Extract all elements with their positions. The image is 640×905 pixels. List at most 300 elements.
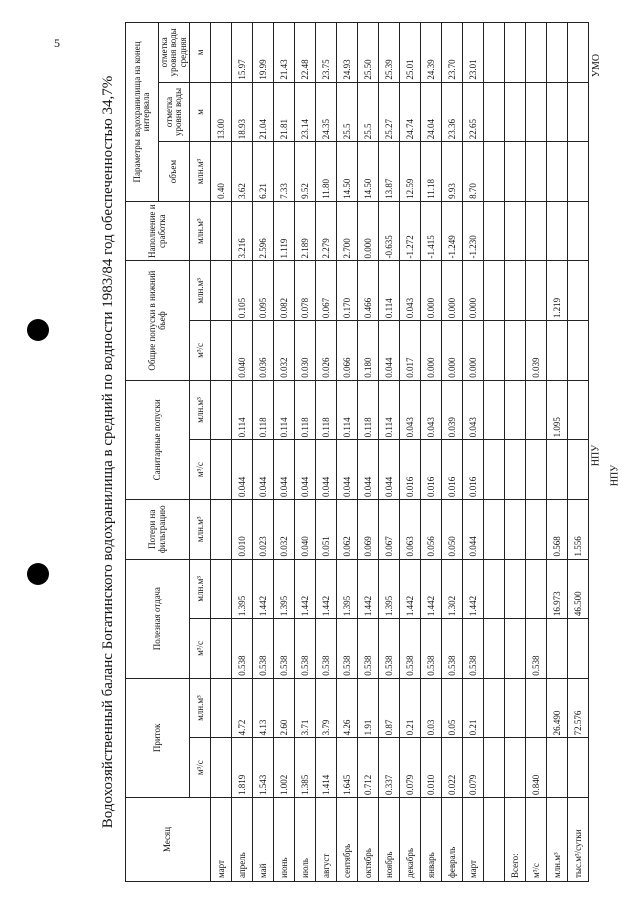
table-cell: 0.017 (400, 321, 421, 381)
table-cell: 1.543 (253, 738, 274, 798)
table-cell (505, 261, 526, 321)
table-cell (484, 23, 505, 83)
table-cell: 23.75 (316, 23, 337, 83)
table-row (400, 23, 421, 882)
table-cell (211, 619, 232, 679)
table-cell (211, 678, 232, 738)
side-note-npu: НПУ (590, 444, 602, 467)
table-cell: 1.095 (547, 380, 568, 440)
row-label: июль (295, 798, 316, 882)
table-cell (211, 321, 232, 381)
row-label: январь (421, 798, 442, 882)
table-cell: 0.044 (379, 440, 400, 500)
table-cell: 0.538 (274, 619, 295, 679)
table-cell: 11.18 (421, 142, 442, 202)
table-cell: 0.712 (358, 738, 379, 798)
table-cell: 15.97 (232, 23, 253, 83)
table-cell (547, 321, 568, 381)
row-label: май (253, 798, 274, 882)
row-label: октябрь (358, 798, 379, 882)
table-cell (526, 380, 547, 440)
row-label: июнь (274, 798, 295, 882)
table-cell: 1.395 (379, 559, 400, 619)
table-cell (505, 201, 526, 261)
table-cell: 24.74 (400, 82, 421, 142)
table-cell: 0.044 (295, 440, 316, 500)
row-label: Всего: (505, 798, 526, 882)
table-cell: 21.81 (274, 82, 295, 142)
table-cell: 0.114 (232, 380, 253, 440)
table-row (358, 23, 379, 882)
table-cell: 0.538 (526, 619, 547, 679)
table-cell: 0.067 (379, 499, 400, 559)
table-cell: 0.040 (295, 499, 316, 559)
header-useful-output: Полезная отдача (126, 559, 190, 678)
table-cell: 1.219 (547, 261, 568, 321)
table-cell: 0.022 (442, 738, 463, 798)
table-cell: 0.170 (337, 261, 358, 321)
unit: млн.м³ (190, 380, 211, 440)
document-title: Водохозяйственный баланс Богатинского водохранилища в средний по водности 1983/84 год обеспеченностью 34,7% (100, 75, 116, 829)
table-cell: 0.21 (400, 678, 421, 738)
table-cell (484, 619, 505, 679)
table-cell: 0.023 (253, 499, 274, 559)
table-cell (526, 499, 547, 559)
table-cell: 0.044 (232, 440, 253, 500)
table-cell: 0.87 (379, 678, 400, 738)
table-cell (568, 82, 589, 142)
table-cell (505, 678, 526, 738)
table-cell: 0.043 (400, 261, 421, 321)
header-fill-drawdown: Наполнение и сработка (126, 201, 190, 261)
table-cell (526, 440, 547, 500)
table-cell (568, 261, 589, 321)
row-label: ноябрь (379, 798, 400, 882)
table-cell (547, 738, 568, 798)
row-label: м³/с (526, 798, 547, 882)
table-cell: 3.79 (316, 678, 337, 738)
table-cell (547, 440, 568, 500)
table-cell: 0.568 (547, 499, 568, 559)
table-cell: 1.385 (295, 738, 316, 798)
table-cell: 0.538 (442, 619, 463, 679)
table-cell: 1.442 (253, 559, 274, 619)
table-cell: 2.60 (274, 678, 295, 738)
table-cell: 0.000 (463, 321, 484, 381)
header-inflow: Приток (126, 678, 190, 797)
table-row (316, 23, 337, 882)
table-cell: 0.114 (379, 261, 400, 321)
table-cell: 0.039 (442, 380, 463, 440)
header-avg-water-level: отметка уровня воды средняя (159, 23, 190, 83)
table-cell: 14.50 (358, 142, 379, 202)
table-cell: 23.14 (295, 82, 316, 142)
unit: м³/с (190, 321, 211, 381)
table-cell (211, 499, 232, 559)
table-cell (484, 82, 505, 142)
table-cell: 0.016 (421, 440, 442, 500)
table-row (526, 23, 547, 882)
table-cell: 16.973 (547, 559, 568, 619)
table-cell: 0.000 (442, 321, 463, 381)
table-cell: 0.051 (316, 499, 337, 559)
table-row (547, 23, 568, 882)
table-cell: 0.066 (337, 321, 358, 381)
unit: м (190, 82, 211, 142)
table-cell: 3.216 (232, 201, 253, 261)
table-cell: 0.118 (358, 380, 379, 440)
table-cell (526, 142, 547, 202)
table-cell: 0.044 (463, 499, 484, 559)
unit: м³/с (190, 619, 211, 679)
header-sanitary-releases: Санитарные попуски (126, 380, 190, 499)
table-cell: 4.26 (337, 678, 358, 738)
table-cell: 0.538 (358, 619, 379, 679)
table-cell (484, 559, 505, 619)
table-cell (484, 678, 505, 738)
table-cell: 0.016 (442, 440, 463, 500)
table-cell (211, 261, 232, 321)
table-cell: 1.395 (232, 559, 253, 619)
table-cell: 0.114 (337, 380, 358, 440)
table-cell: -1.272 (400, 201, 421, 261)
table-cell: 0.043 (463, 380, 484, 440)
table-cell (526, 261, 547, 321)
table-cell: 0.118 (316, 380, 337, 440)
table-cell: 26.490 (547, 678, 568, 738)
table-cell (211, 738, 232, 798)
table-cell: 2.279 (316, 201, 337, 261)
table-cell: 25.27 (379, 82, 400, 142)
table-cell: 3.62 (232, 142, 253, 202)
row-label: сентябрь (337, 798, 358, 882)
table-cell: 25.50 (358, 23, 379, 83)
table-cell: 23.01 (463, 23, 484, 83)
table-cell: 0.030 (295, 321, 316, 381)
unit: м³/с (190, 738, 211, 798)
table-cell: 2.189 (295, 201, 316, 261)
table-cell (484, 321, 505, 381)
table-cell: 0.000 (463, 261, 484, 321)
header-filtration-losses: Потери на фильтрацию (126, 499, 190, 559)
table-cell: 0.044 (337, 440, 358, 500)
table-cell: 1.442 (295, 559, 316, 619)
table-cell: 0.044 (253, 440, 274, 500)
table-cell: 22.48 (295, 23, 316, 83)
table-cell: 1.119 (274, 201, 295, 261)
table-cell (484, 142, 505, 202)
document-rotated-content (100, 22, 584, 882)
table-cell: 24.35 (316, 82, 337, 142)
table-cell (568, 440, 589, 500)
table-row (253, 23, 274, 882)
table-cell (568, 23, 589, 83)
table-cell: 23.70 (442, 23, 463, 83)
table-cell (526, 82, 547, 142)
unit: млн.м³ (190, 559, 211, 619)
table-cell: 12.59 (400, 142, 421, 202)
table-cell: -1.249 (442, 201, 463, 261)
table-cell (547, 23, 568, 83)
table-cell: 25.5 (337, 82, 358, 142)
table-cell: 0.079 (463, 738, 484, 798)
table-cell: 1.302 (442, 559, 463, 619)
table-row (484, 23, 505, 882)
header-water-level: отметка уровня воды (159, 82, 190, 142)
table-cell (547, 82, 568, 142)
table-cell: 1.442 (400, 559, 421, 619)
table-cell: 22.65 (463, 82, 484, 142)
table-cell: -1.230 (463, 201, 484, 261)
table-cell: 0.105 (232, 261, 253, 321)
table-cell: 0.000 (421, 321, 442, 381)
unit: млн.м³ (190, 678, 211, 738)
table-cell: 8.70 (463, 142, 484, 202)
table-cell: 0.538 (463, 619, 484, 679)
unit: м (190, 23, 211, 83)
table-cell (505, 82, 526, 142)
table-cell: 0.114 (379, 380, 400, 440)
table-cell (547, 142, 568, 202)
table-cell (505, 738, 526, 798)
table-cell: 0.337 (379, 738, 400, 798)
table-cell: -1.415 (421, 201, 442, 261)
table-cell: 0.538 (253, 619, 274, 679)
unit: млн.м³ (190, 142, 211, 202)
table-cell: 9.52 (295, 142, 316, 202)
table-cell (484, 499, 505, 559)
table-row (421, 23, 442, 882)
table-cell: 11.80 (316, 142, 337, 202)
table-cell (211, 440, 232, 500)
row-label: декабрь (400, 798, 421, 882)
table-cell: 1.395 (274, 559, 295, 619)
page-number: 5 (54, 36, 60, 50)
row-label: август (316, 798, 337, 882)
table-cell (547, 201, 568, 261)
table-cell: 0.21 (463, 678, 484, 738)
table-cell: 0.050 (442, 499, 463, 559)
table-cell (526, 559, 547, 619)
table-cell (505, 619, 526, 679)
table-cell (568, 619, 589, 679)
table-cell: 25.5 (358, 82, 379, 142)
header-month: Месяц (126, 798, 211, 882)
table-cell: 3.71 (295, 678, 316, 738)
table-cell (526, 678, 547, 738)
table-cell: 0.032 (274, 499, 295, 559)
table-cell: 0.079 (400, 738, 421, 798)
table-cell: 0.000 (421, 261, 442, 321)
table-cell: 0.044 (379, 321, 400, 381)
table-cell: 0.082 (274, 261, 295, 321)
row-label: апрель (232, 798, 253, 882)
table-cell: 9.93 (442, 142, 463, 202)
table-cell (505, 499, 526, 559)
table-cell: 0.538 (379, 619, 400, 679)
table-body (211, 23, 589, 882)
table-cell (484, 738, 505, 798)
table-cell: 21.43 (274, 23, 295, 83)
table-cell: 0.044 (274, 440, 295, 500)
row-label: млн.м³ (547, 798, 568, 882)
table-cell: 2.596 (253, 201, 274, 261)
table-cell: 1.442 (316, 559, 337, 619)
table-cell (484, 261, 505, 321)
table-cell: 0.032 (274, 321, 295, 381)
table-cell: 0.840 (526, 738, 547, 798)
table-cell: 0.043 (421, 380, 442, 440)
header-reservoir-params: Параметры водохранилища на конец интервала (126, 23, 159, 202)
table-cell: 7.33 (274, 142, 295, 202)
table-row (463, 23, 484, 882)
table-cell: 0.010 (421, 738, 442, 798)
table-row (379, 23, 400, 882)
table-cell (568, 738, 589, 798)
table-cell (505, 142, 526, 202)
table-cell: 0.114 (274, 380, 295, 440)
punch-hole (27, 563, 49, 585)
table-cell: 0.40 (211, 142, 232, 202)
table-cell: 0.044 (358, 440, 379, 500)
table-cell: 1.442 (463, 559, 484, 619)
unit: млн.м³ (190, 261, 211, 321)
table-cell: 1.414 (316, 738, 337, 798)
row-label: февраль (442, 798, 463, 882)
table-row (211, 23, 232, 882)
table-cell (211, 23, 232, 83)
table-cell: 46.500 (568, 559, 589, 619)
table-cell (568, 380, 589, 440)
table-cell: 0.118 (295, 380, 316, 440)
table-cell: 2.700 (337, 201, 358, 261)
table-cell: 0.538 (421, 619, 442, 679)
table-cell: 0.062 (337, 499, 358, 559)
table-cell: 1.91 (358, 678, 379, 738)
table-cell (526, 23, 547, 83)
header-total-releases: Общие попуски в нижний бьеф (126, 261, 190, 380)
table-cell: 0.03 (421, 678, 442, 738)
table-cell (505, 321, 526, 381)
table-cell: 0.040 (232, 321, 253, 381)
table-cell: 0.538 (337, 619, 358, 679)
row-label: март (463, 798, 484, 882)
table-cell (568, 142, 589, 202)
table-cell: 0.000 (358, 201, 379, 261)
table-cell: 0.039 (526, 321, 547, 381)
unit: млн.м³ (190, 201, 211, 261)
table-cell: 0.078 (295, 261, 316, 321)
table-cell: 4.72 (232, 678, 253, 738)
table-cell (211, 559, 232, 619)
table-cell (505, 23, 526, 83)
table-cell: 0.016 (463, 440, 484, 500)
table-cell (484, 380, 505, 440)
table-cell: 0.043 (400, 380, 421, 440)
table-cell: 0.538 (295, 619, 316, 679)
table-cell (484, 440, 505, 500)
table-cell: 1.395 (337, 559, 358, 619)
table-cell: 0.026 (316, 321, 337, 381)
table-cell (211, 380, 232, 440)
table-cell: 6.21 (253, 142, 274, 202)
table-cell: -0.635 (379, 201, 400, 261)
table-row (505, 23, 526, 882)
table-cell: 0.538 (232, 619, 253, 679)
table-cell (505, 559, 526, 619)
table-cell: 0.180 (358, 321, 379, 381)
table-cell: 1.556 (568, 499, 589, 559)
table-row (568, 23, 589, 882)
table-cell: 0.538 (316, 619, 337, 679)
table-row (295, 23, 316, 882)
table-cell: 0.05 (442, 678, 463, 738)
water-balance-table (125, 22, 589, 882)
row-label: тыс.м³/сутки (568, 798, 589, 882)
table-row (337, 23, 358, 882)
punch-hole (27, 319, 49, 341)
table-cell: 0.067 (316, 261, 337, 321)
table-cell: 19.99 (253, 23, 274, 83)
table-cell: 24.39 (421, 23, 442, 83)
table-cell (526, 201, 547, 261)
table-cell: 25.39 (379, 23, 400, 83)
table-cell: 23.36 (442, 82, 463, 142)
table-cell: 0.095 (253, 261, 274, 321)
row-label: март (211, 798, 232, 882)
table-cell: 0.466 (358, 261, 379, 321)
side-note-npu: НПУ (609, 464, 621, 487)
table-cell: 0.538 (400, 619, 421, 679)
table-cell: 1.442 (421, 559, 442, 619)
table-row (232, 23, 253, 882)
table-cell: 25.01 (400, 23, 421, 83)
table-cell: 13.87 (379, 142, 400, 202)
table-cell: 0.036 (253, 321, 274, 381)
table-cell: 1.442 (358, 559, 379, 619)
table-cell (568, 321, 589, 381)
row-label (484, 798, 505, 882)
table-cell: 4.13 (253, 678, 274, 738)
table-cell (484, 201, 505, 261)
table-row (274, 23, 295, 882)
table-cell: 0.044 (316, 440, 337, 500)
table-cell: 13.00 (211, 82, 232, 142)
table-cell: 0.000 (442, 261, 463, 321)
table-cell: 14.50 (337, 142, 358, 202)
table-cell (568, 201, 589, 261)
table-cell: 0.010 (232, 499, 253, 559)
unit: млн.м³ (190, 499, 211, 559)
table-cell: 0.069 (358, 499, 379, 559)
table-cell: 0.063 (400, 499, 421, 559)
table-cell: 72.576 (568, 678, 589, 738)
table-cell: 1.645 (337, 738, 358, 798)
table-cell (505, 380, 526, 440)
side-note-umo: УМО (591, 53, 603, 78)
table-cell (211, 201, 232, 261)
table-cell (547, 619, 568, 679)
table-cell: 24.04 (421, 82, 442, 142)
unit: м³/с (190, 440, 211, 500)
table-cell: 1.002 (274, 738, 295, 798)
table-row (442, 23, 463, 882)
table-cell: 24.93 (337, 23, 358, 83)
header-volume: объем (159, 142, 190, 202)
table-cell (505, 440, 526, 500)
table-cell: 21.04 (253, 82, 274, 142)
table-cell: 0.118 (253, 380, 274, 440)
